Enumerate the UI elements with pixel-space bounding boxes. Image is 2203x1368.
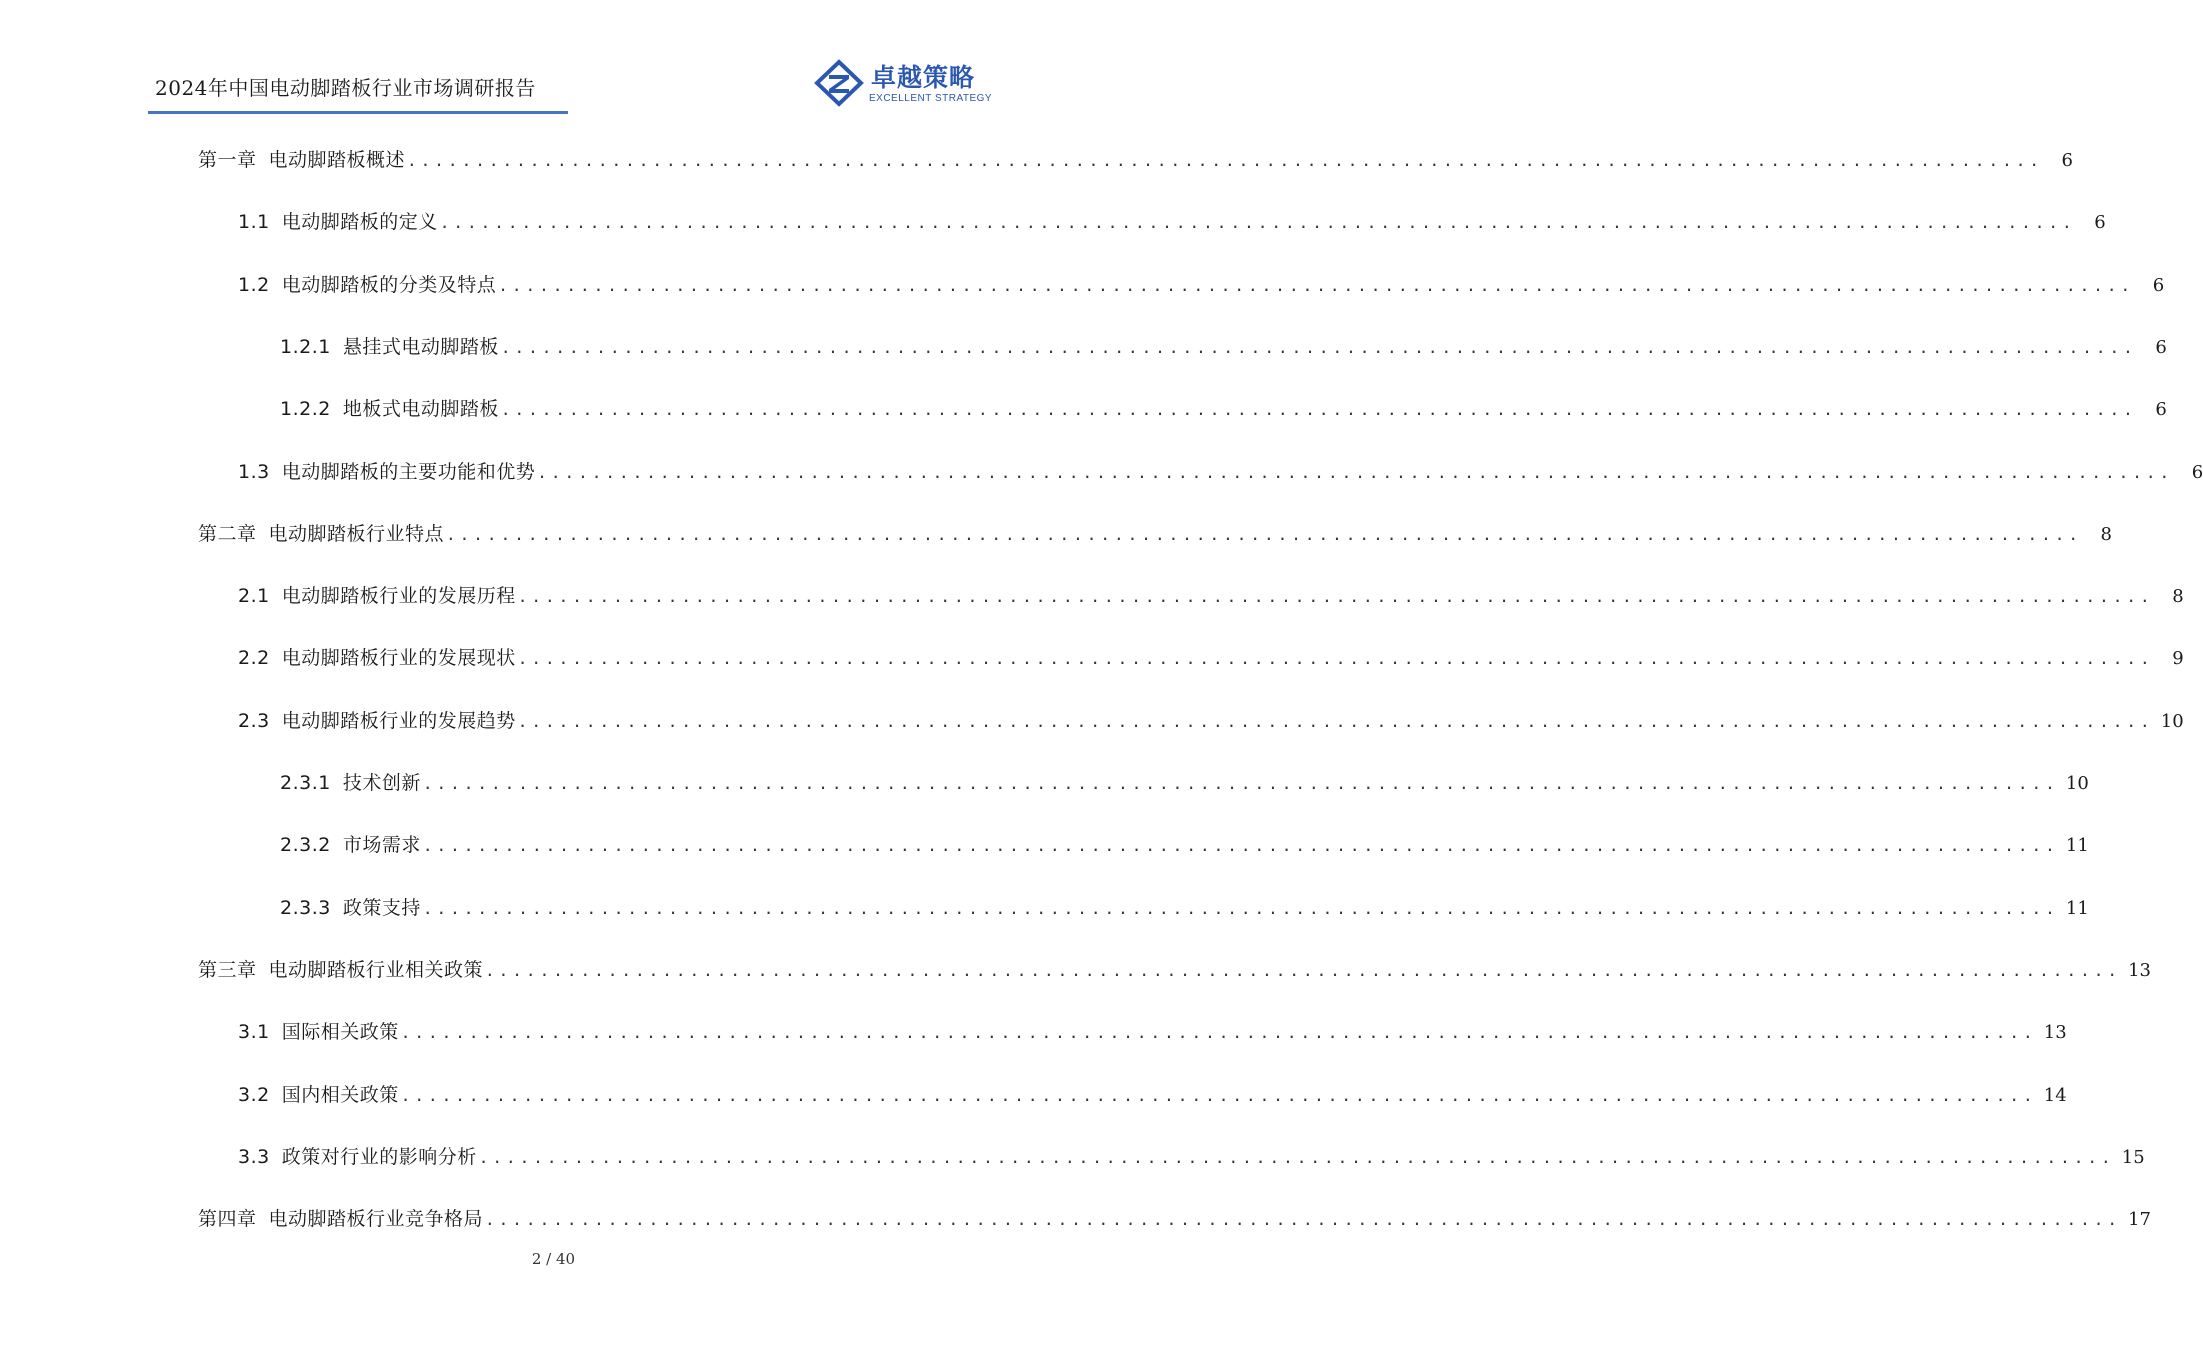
toc-entry[interactable] (238, 1142, 2145, 1178)
toc-entry-label (238, 207, 438, 234)
toc-entry-page: 11 (2065, 897, 2089, 919)
toc-entry-label (280, 768, 421, 795)
toc-entry-page: 6 (2061, 150, 2073, 171)
toc-entry-title: 电动脚踏板行业的发展现状 (281, 647, 516, 670)
toc-leader-dots: ........................................................................................................................ (400, 1023, 2037, 1043)
toc-entry-page: 6 (2155, 399, 2167, 421)
toc-entry-title: 国内相关政策 (281, 1083, 399, 1106)
toc-entry-label (280, 332, 499, 359)
toc-entry-number: 第四章 (198, 1208, 257, 1231)
toc-entry-page: 11 (2065, 835, 2089, 857)
toc-leader-dots: ........................................................................................................................ (422, 836, 2059, 856)
toc-leader-dots: ........................................................................................................................ (517, 649, 2154, 669)
toc-entry-label (198, 519, 444, 546)
toc-entry-label (198, 1204, 483, 1231)
toc-entry-number: 1.2.1 (280, 335, 331, 358)
toc-entry-number: 2.3.3 (280, 896, 331, 919)
toc-entry-title: 政策支持 (342, 896, 421, 919)
toc-entry-title: 市场需求 (342, 834, 421, 857)
toc-entry-number: 3.1 (238, 1021, 270, 1044)
toc-entry-page: 15 (2121, 1146, 2145, 1168)
toc-entry-number: 3.2 (238, 1083, 270, 1106)
toc-entry-number: 1.3 (238, 460, 270, 483)
header-title: 2024年中国电动脚踏板行业市场调研报告 (155, 76, 536, 100)
toc-entry-page: 6 (2094, 212, 2106, 234)
toc-entry[interactable] (238, 270, 2165, 306)
toc-entry-page: 14 (2043, 1084, 2067, 1106)
toc-entry[interactable] (198, 145, 2073, 181)
toc-entry[interactable] (238, 1080, 2067, 1116)
toc-entry-label (238, 270, 496, 297)
toc-leader-dots: ........................................................................................................................ (485, 960, 2121, 980)
toc-entry-page: 6 (2155, 336, 2167, 358)
toc-entry-number: 1.1 (238, 211, 270, 234)
toc-entry-title: 国际相关政策 (281, 1021, 399, 1044)
toc-leader-dots: ........................................................................................................................ (500, 400, 2137, 420)
toc-entry-page: 6 (2191, 461, 2203, 483)
toc-entry-number: 第一章 (198, 149, 257, 171)
page-number: 2 / 40 (531, 1250, 576, 1268)
toc-entry-number: 1.2.2 (280, 398, 331, 421)
logo-chinese-name: 卓越策略 (871, 63, 976, 92)
toc-leader-dots: ........................................................................................................................ (478, 1147, 2115, 1167)
toc-entry-label (238, 1142, 477, 1169)
toc-leader-dots: ........................................................................................................................ (517, 711, 2154, 731)
toc-leader-dots: ........................................................................................................................ (400, 1085, 2037, 1105)
toc-entry[interactable] (280, 768, 2089, 804)
toc-entry-title: 电动脚踏板行业特点 (268, 522, 445, 545)
toc-entry-number: 2.2 (238, 647, 270, 670)
header-rule (148, 111, 568, 114)
diamond-z-logo-icon (815, 60, 863, 106)
toc-leader-dots: ........................................................................................................................ (439, 213, 2076, 233)
toc-entry-number: 第二章 (198, 522, 257, 545)
toc-entry[interactable] (238, 1017, 2067, 1053)
toc-entry-page: 8 (2172, 586, 2184, 608)
toc-entry[interactable] (238, 457, 2203, 493)
toc-entry[interactable] (280, 830, 2089, 866)
toc-entry-title: 电动脚踏板行业相关政策 (268, 958, 484, 981)
toc-entry-label (238, 457, 535, 484)
toc-entry-label (238, 581, 516, 608)
toc-leader-dots: ........................................................................................................................ (537, 462, 2174, 482)
toc-leader-dots: ........................................................................................................................ (485, 1210, 2121, 1230)
toc-entry[interactable] (238, 207, 2106, 243)
toc-entry[interactable] (198, 519, 2112, 555)
toc-entry-page: 8 (2100, 523, 2112, 545)
toc-entry[interactable] (280, 332, 2167, 368)
toc-entry-label (280, 893, 421, 920)
toc-entry-number: 3.3 (238, 1145, 270, 1168)
toc-entry-label (280, 830, 421, 857)
toc-entry-title: 电动脚踏板的主要功能和优势 (281, 460, 536, 483)
toc-entry-title: 电动脚踏板行业的发展趋势 (281, 709, 516, 732)
toc-leader-dots: ........................................................................................................................ (498, 275, 2135, 295)
toc-entry-label (198, 145, 405, 172)
toc-entry-label (238, 1017, 399, 1044)
toc-entry-title: 电动脚踏板的分类及特点 (281, 273, 497, 296)
toc-entry-number: 1.2 (238, 273, 270, 296)
toc-entry-label (280, 394, 499, 421)
toc-entry-label (238, 1080, 399, 1107)
company-logo (815, 58, 993, 108)
toc-entry-title: 电动脚踏板行业的发展历程 (281, 585, 516, 608)
toc-leader-dots: ........................................................................................................................ (407, 151, 2043, 170)
toc-leader-dots: ........................................................................................................................ (446, 524, 2082, 544)
toc-entry-title: 政策对行业的影响分析 (281, 1145, 477, 1168)
toc-entry-number: 第三章 (198, 958, 257, 981)
toc-entry-label (238, 643, 516, 670)
toc-entry-title: 技术创新 (342, 772, 421, 794)
logo-english-name: EXCELLENT STRATEGY (869, 93, 993, 104)
toc-leader-dots: ........................................................................................................................ (500, 337, 2137, 357)
toc-entry-title: 电动脚踏板概述 (268, 149, 406, 171)
toc-entry-page: 13 (2043, 1022, 2067, 1044)
toc-entry-page: 6 (2152, 274, 2165, 296)
toc-entry-title: 电动脚踏板行业竞争格局 (268, 1208, 484, 1231)
toc-entry[interactable] (238, 643, 2184, 679)
toc-entry-number: 2.3.1 (280, 772, 331, 794)
toc-entry[interactable] (238, 706, 2184, 742)
toc-entry-title: 地板式电动脚踏板 (342, 398, 499, 421)
toc-entry-title: 悬挂式电动脚踏板 (342, 335, 499, 358)
toc-entry-number: 2.3 (238, 709, 270, 732)
toc-entry[interactable] (280, 394, 2167, 430)
toc-entry[interactable] (198, 955, 2151, 991)
toc-entry[interactable] (238, 581, 2184, 617)
toc-entry[interactable] (198, 1204, 2151, 1240)
toc-entry-page: 17 (2128, 1209, 2151, 1231)
toc-entry-title: 电动脚踏板的定义 (281, 211, 438, 234)
toc-leader-dots: ........................................................................................................................ (517, 587, 2154, 607)
toc-entry-label (238, 706, 516, 733)
toc-entry-label (198, 955, 483, 982)
toc-entry-number: 2.1 (238, 585, 270, 608)
toc-entry-page: 10 (2160, 710, 2184, 732)
toc-leader-dots: ........................................................................................................................ (422, 898, 2059, 918)
toc-entry-page: 10 (2065, 773, 2089, 794)
toc-entry-page: 9 (2172, 648, 2184, 670)
toc-leader-dots: ........................................................................................................................ (422, 774, 2059, 793)
toc-entry-page: 13 (2128, 959, 2151, 981)
toc-entry[interactable] (280, 893, 2089, 929)
toc-entry-number: 2.3.2 (280, 834, 331, 857)
